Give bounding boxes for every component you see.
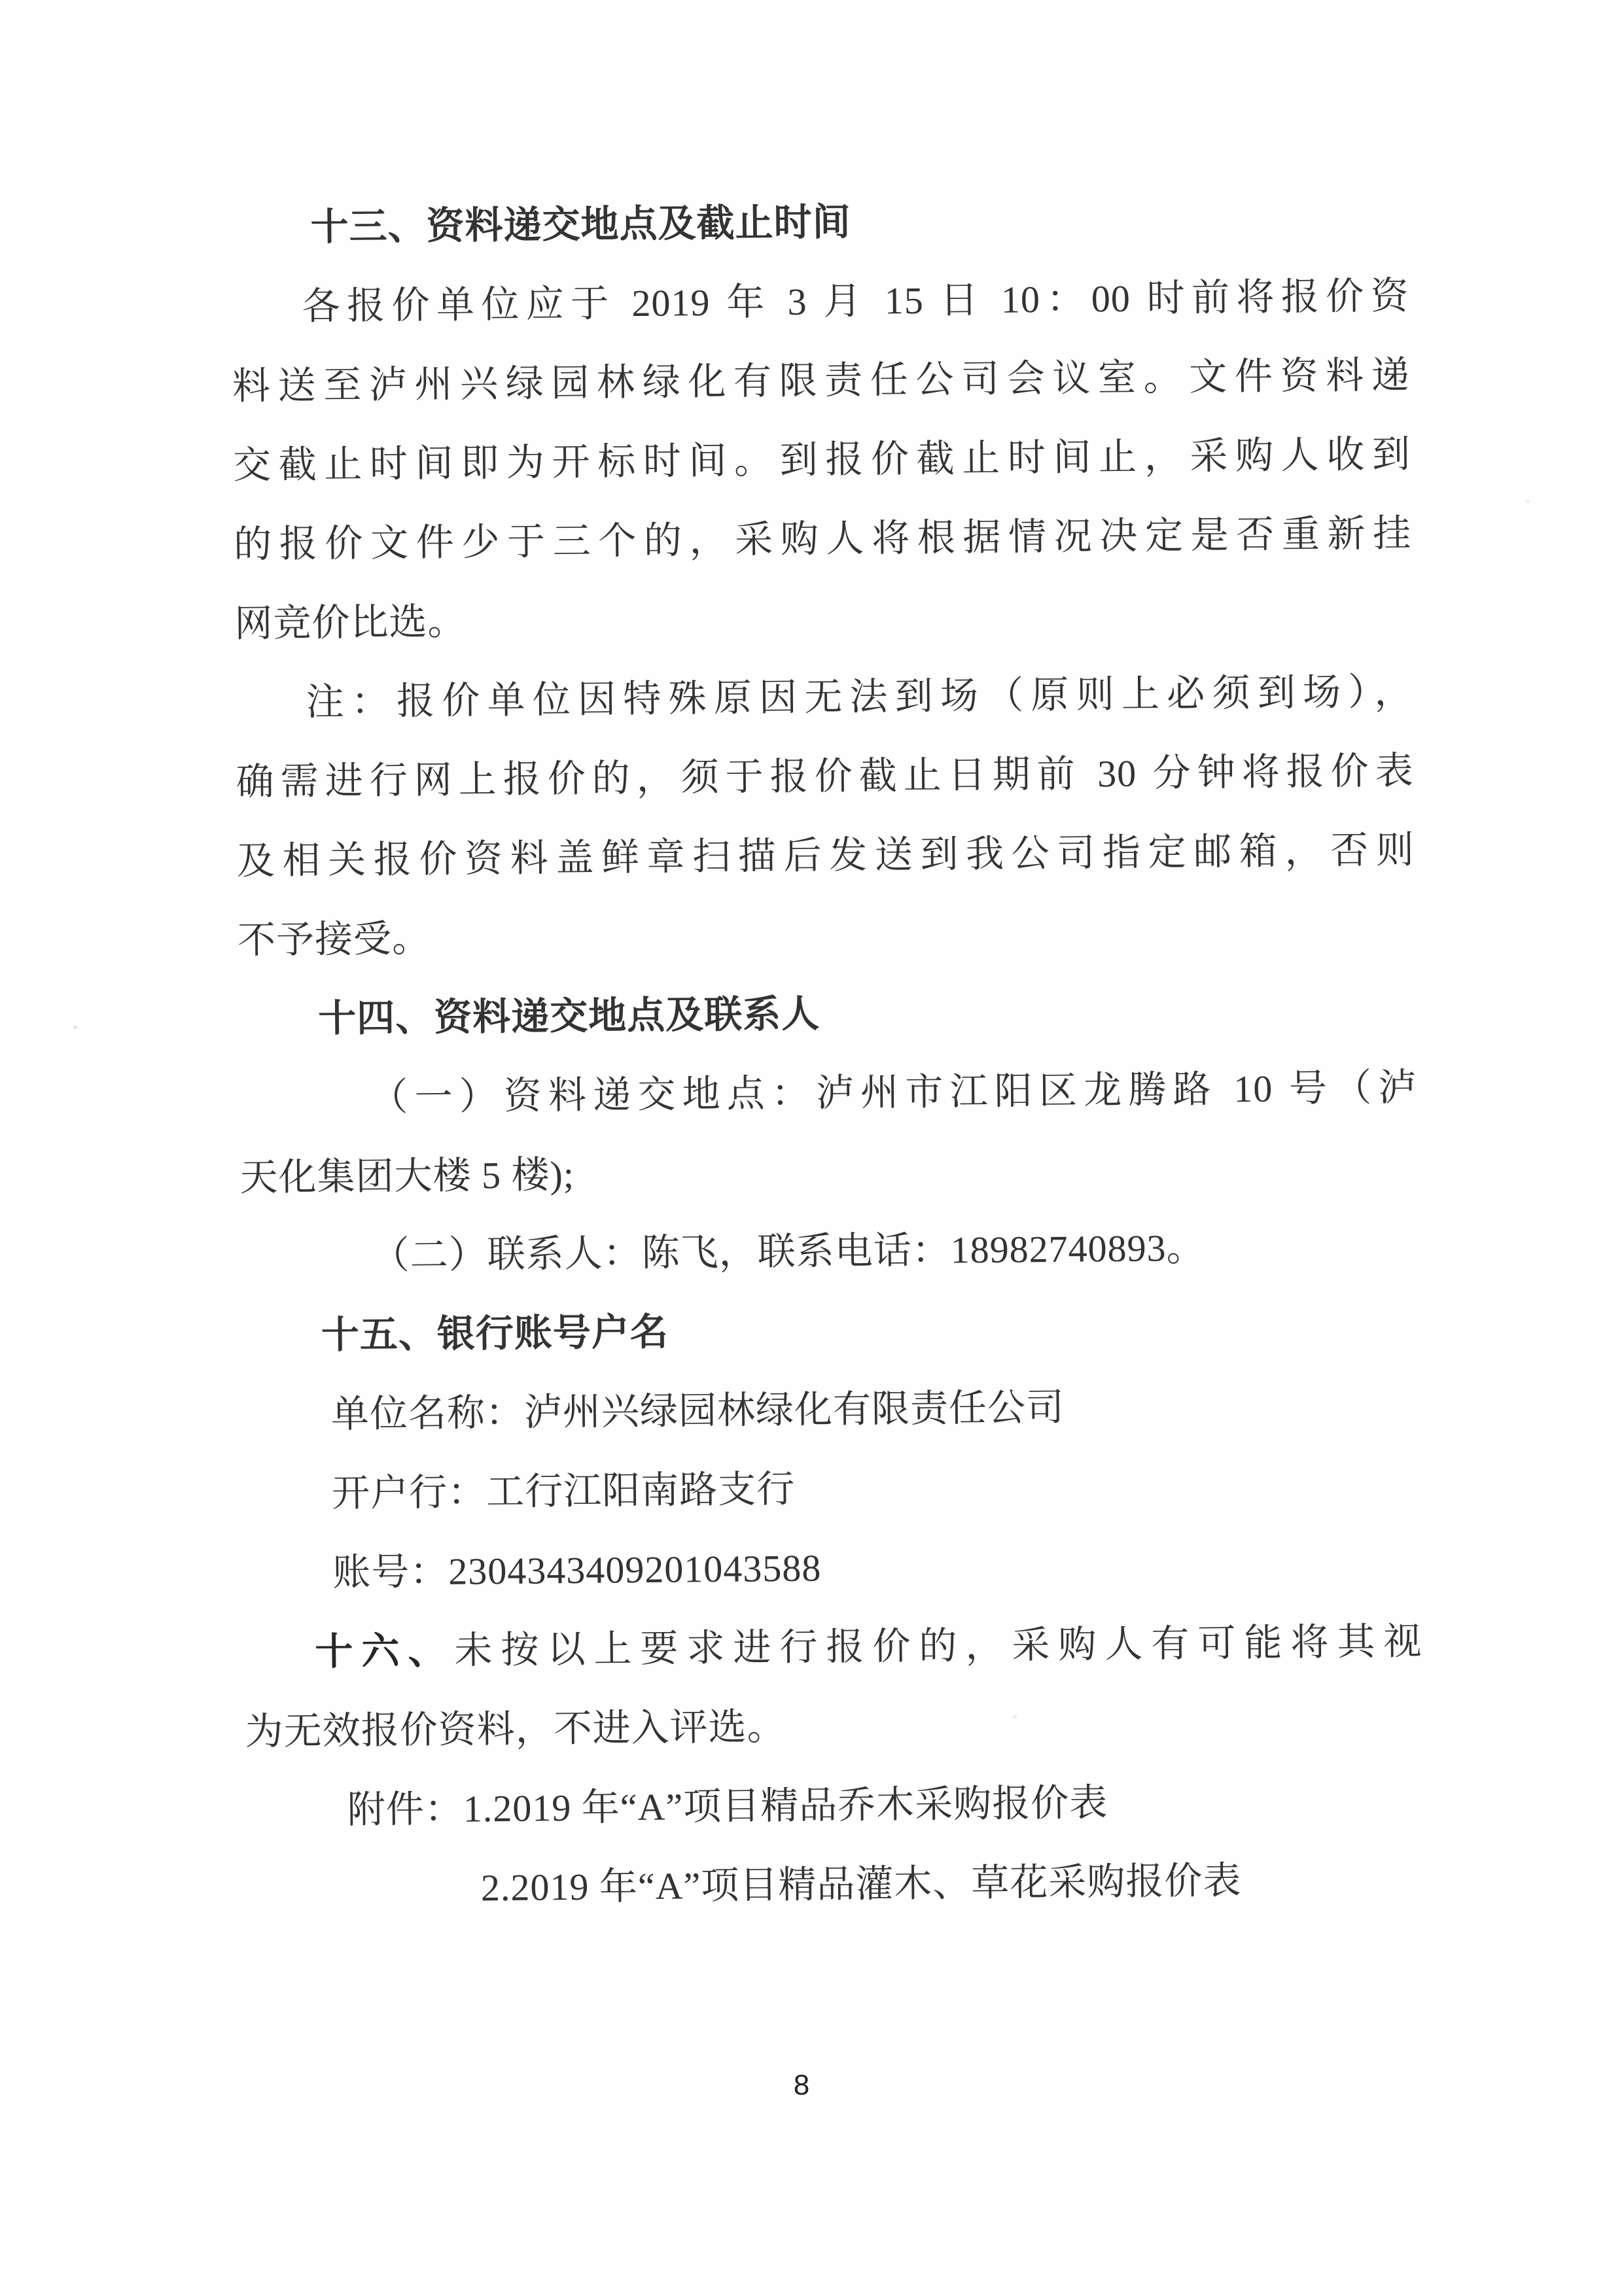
- bank-branch-line: 开户行：工行江阳南路支行: [331, 1467, 796, 1515]
- scan-speck: [73, 1026, 77, 1029]
- document-body: [230, 177, 1424, 1930]
- note-line-1: 注：报价单位因特殊原因无法到场（原则上必须到场），: [306, 670, 1413, 723]
- attachment-line-1: 附件：1.2019 年“A”项目精品乔木采购报价表: [347, 1781, 1108, 1832]
- para-16-line-2: 为无效报价资料，不进入评选。: [245, 1705, 786, 1753]
- item-1-line-2: 天化集团大楼 5 楼);: [239, 1153, 575, 1199]
- para-13-line-4: 的报价文件少于三个的，采购人将根据情况决定是否重新挂: [233, 512, 1412, 566]
- para-16-line-1: [244, 1602, 1422, 1692]
- page-number: 8: [793, 2069, 810, 2101]
- account-number-line: 账号：2304343409201043588: [332, 1546, 822, 1594]
- note-line-3: 及相关报价资料盖鲜章扫描后发送到我公司指定邮箱，否则: [236, 828, 1415, 882]
- item-2-line: （二）联系人：陈飞，联系电话：18982740893。: [371, 1226, 1205, 1278]
- section-heading-14: 十四、资料递交地点及联系人: [317, 992, 821, 1040]
- note-line-4: 不予接受。: [237, 917, 431, 962]
- para-13-line-5: 网竞价比选。: [234, 600, 467, 645]
- account-name-line: 单位名称：泸州兴绿园林绿化有限责任公司: [330, 1385, 1065, 1436]
- scan-speck: [1526, 500, 1530, 503]
- section-heading-15: 十五、银行账号户名: [321, 1310, 669, 1357]
- item-1-line-1: （一）资料递交地点：泸州市江阳区龙腾路 10 号（泸: [370, 1066, 1417, 1119]
- para-13-line-3: 交截止时间即为开标时间。到报价截止时间止，采购人收到: [232, 432, 1411, 487]
- para-16-text: 未按以上要求进行报价的，采购人有可能将其视: [454, 1620, 1422, 1672]
- section-heading-13: 十三、资料递交地点及截止时间: [310, 200, 851, 249]
- note-line-2: 确需进行网上报价的，须于报价截止日期前 30 分钟将报价表: [236, 749, 1414, 803]
- attachment-line-2: 2.2019 年“A”项目精品灌木、草花采购报价表: [480, 1859, 1242, 1909]
- para-13-line-2: 料送至泸州兴绿园林绿化有限责任公司会议室。文件资料递: [232, 353, 1411, 408]
- para-13-line-1: 各报价单位应于 2019 年 3 月 15 日 10：00 时前将报价资: [302, 274, 1409, 328]
- section-16-lead: 十六、: [315, 1629, 455, 1673]
